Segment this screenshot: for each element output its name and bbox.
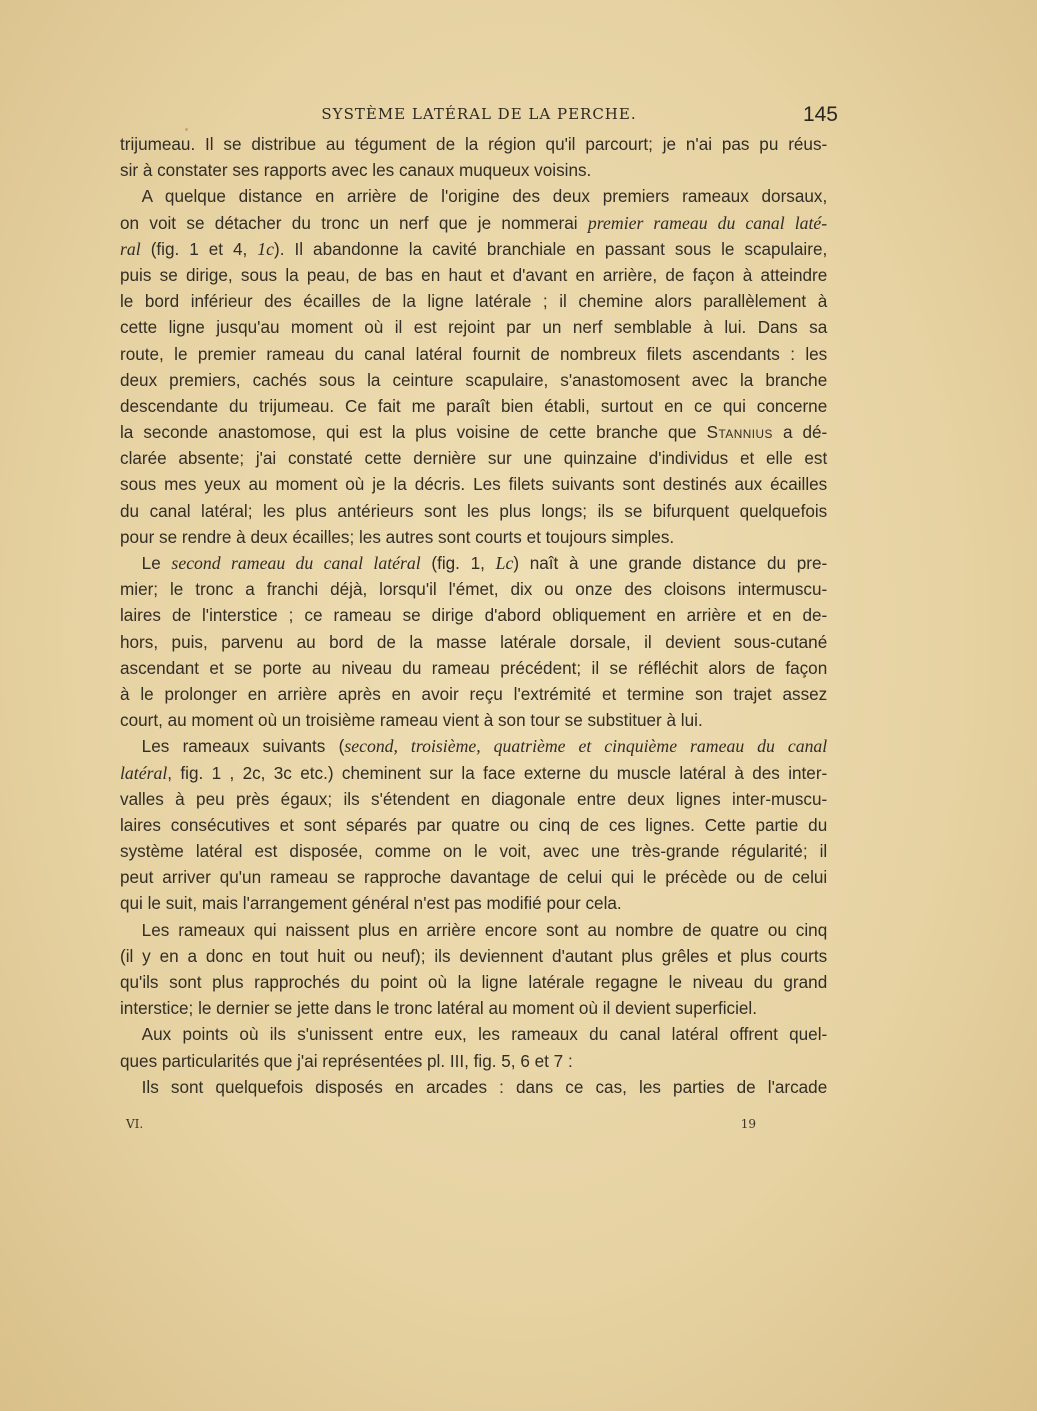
text-line — [120, 210, 827, 236]
text-run: Le — [141, 553, 172, 573]
text-line: ascendant et se porte au niveau du rameau précédent; il se réfléchit alors de façon — [120, 657, 828, 678]
text-line: descendante du trijumeau. Ce fait me paraît bien établi, surtout en ce qui concerne — [120, 395, 828, 416]
signature-mark: VI. — [126, 1117, 144, 1131]
italic-term: second rameau du canal latéral — [171, 553, 421, 573]
text-line: mier; le tronc a franchi déjà, lorsqu'il l'émet, dix ou onze des cloisons intermuscu- — [120, 579, 828, 600]
text-line: deux premiers, cachés sous la ceinture scapulaire, s'anastomosent avec la branche — [120, 369, 828, 390]
text-line: à le prolonger en arrière après en avoir reçu l'extrémité et termine son trajet assez — [120, 683, 828, 704]
text-line — [120, 760, 827, 786]
text-run: ) naît à une grande distance du pre- — [513, 553, 828, 573]
text-line — [120, 733, 827, 759]
text-run: , fig. 1 , 2c, 3c etc.) cheminent sur la face externe du muscle latéral à des inter- — [167, 762, 828, 783]
text-line: qui le suit, mais l'arrangement général n'est pas modifié pour cela. — [120, 893, 622, 914]
page-footer — [120, 1117, 800, 1137]
folio-number: 19 — [740, 1117, 756, 1131]
text-line: le bord inférieur des écailles de la ligne latérale ; il chemine alors parallèlement à — [120, 291, 828, 312]
author-name: Stannius — [706, 422, 773, 443]
text-line: valles à peu près égaux; ils s'étendent en diagonale entre deux lignes inter-muscu- — [120, 788, 828, 809]
text-line: (il y en a donc en tout huit ou neuf); ils deviennent d'autant plus grêles et plus courts — [120, 945, 828, 966]
italic-term: second, troisième, quatrième et cinquième rameau du canal — [344, 736, 828, 757]
text-line: qu'ils sont plus rapprochés du point où la ligne latérale regagne le niveau du grand — [120, 972, 828, 992]
text-line: ques particularités que j'ai représentées pl. III, fig. 5, 6 et 7 : — [120, 1050, 573, 1071]
text-line: Ils sont quelquefois disposés en arcades : dans ce cas, les parties de l'arcade — [141, 1076, 828, 1097]
text-line: trijumeau. Il se distribue au tégument de la région qu'il parcourt; je n'ai pas pu réus- — [120, 134, 828, 154]
text-line: clarée absente; j'ai constaté cette dernière sur une quinzaine d'individus et elle est — [120, 448, 828, 469]
text-line: route, le premier rameau du canal latéral fournit de nombreux filets ascendants : les — [120, 343, 828, 364]
text-line: interstice; le dernier se jette dans le tronc latéral au moment où il devient superficiel. — [120, 998, 757, 1019]
page-number: 145 — [802, 103, 838, 126]
text-line: puis se dirige, sous la peau, de bas en haut et d'avant en arrière, de façon à atteindre — [120, 264, 828, 285]
text-line: hors, puis, parvenu au bord de la masse latérale dorsale, il devient sous-cutané — [120, 631, 828, 652]
text-line: laires de l'interstice ; ce rameau se dirige d'abord obliquement en arrière et en de- — [120, 605, 828, 626]
text-line — [120, 236, 827, 262]
text-line: Aux points où ils s'unissent entre eux, les rameaux du canal latéral offrent quel- — [141, 1024, 828, 1045]
text-line: Les rameaux qui naissent plus en arrière encore sont au nombre de quatre ou cinq — [141, 919, 828, 940]
text-run: ). Il abandonne la cavité branchiale en passant sous le scapulaire, — [274, 238, 828, 259]
text-line: sous mes yeux au moment où je la décris. Les filets suivants sont destinés aux écailles — [120, 474, 828, 495]
text-line: cette ligne jusqu'au moment où il est rejoint par un nerf semblable à lui. Dans sa — [120, 317, 828, 338]
running-title: SYSTÈME LATÉRAL DE LA PERCHE. — [321, 105, 637, 123]
text-run: a dé- — [772, 422, 828, 443]
text-line: du canal latéral; les plus antérieurs sont les plus longs; ils se bifurquent quelquefois — [120, 500, 828, 521]
text-line: court, au moment où un troisième rameau vient à son tour se substituer à lui. — [120, 710, 703, 731]
italic-term: ral — [120, 238, 141, 259]
text-run: (fig. 1, — [420, 553, 496, 573]
text-line: pour se rendre à deux écailles; les autres sont courts et toujours simples. — [120, 526, 675, 547]
text-line: peut arriver qu'un rameau se rapproche davantage de celui qui le précède ou de celui — [120, 867, 828, 888]
text-line — [120, 419, 827, 445]
italic-term: premier rameau du canal laté- — [587, 212, 828, 233]
figure-label: Lc — [495, 553, 514, 573]
figure-label: 1c — [257, 238, 275, 259]
body-text — [120, 131, 827, 1100]
text-line — [120, 550, 827, 576]
text-line: A quelque distance en arrière de l'origine des deux premiers rameaux dorsaux, — [141, 186, 828, 207]
text-run: la seconde anastomose, qui est la plus voisine de cette branche que — [120, 422, 707, 443]
text-line: système latéral est disposée, comme on le voit, avec une très-grande régularité; il — [120, 841, 828, 862]
page-header — [120, 103, 838, 127]
text-line: laires consécutives et sont séparés par quatre ou cinq de ces lignes. Cette partie du — [120, 814, 828, 835]
text-line: sir à constater ses rapports avec les canaux muqueux voisins. — [120, 160, 592, 181]
italic-term: latéral — [120, 762, 168, 783]
text-run: on voit se détacher du tronc un nerf que je nommerai — [120, 212, 588, 233]
text-run: (fig. 1 et 4, — [140, 238, 258, 259]
text-run: Les rameaux suivants ( — [141, 736, 345, 757]
